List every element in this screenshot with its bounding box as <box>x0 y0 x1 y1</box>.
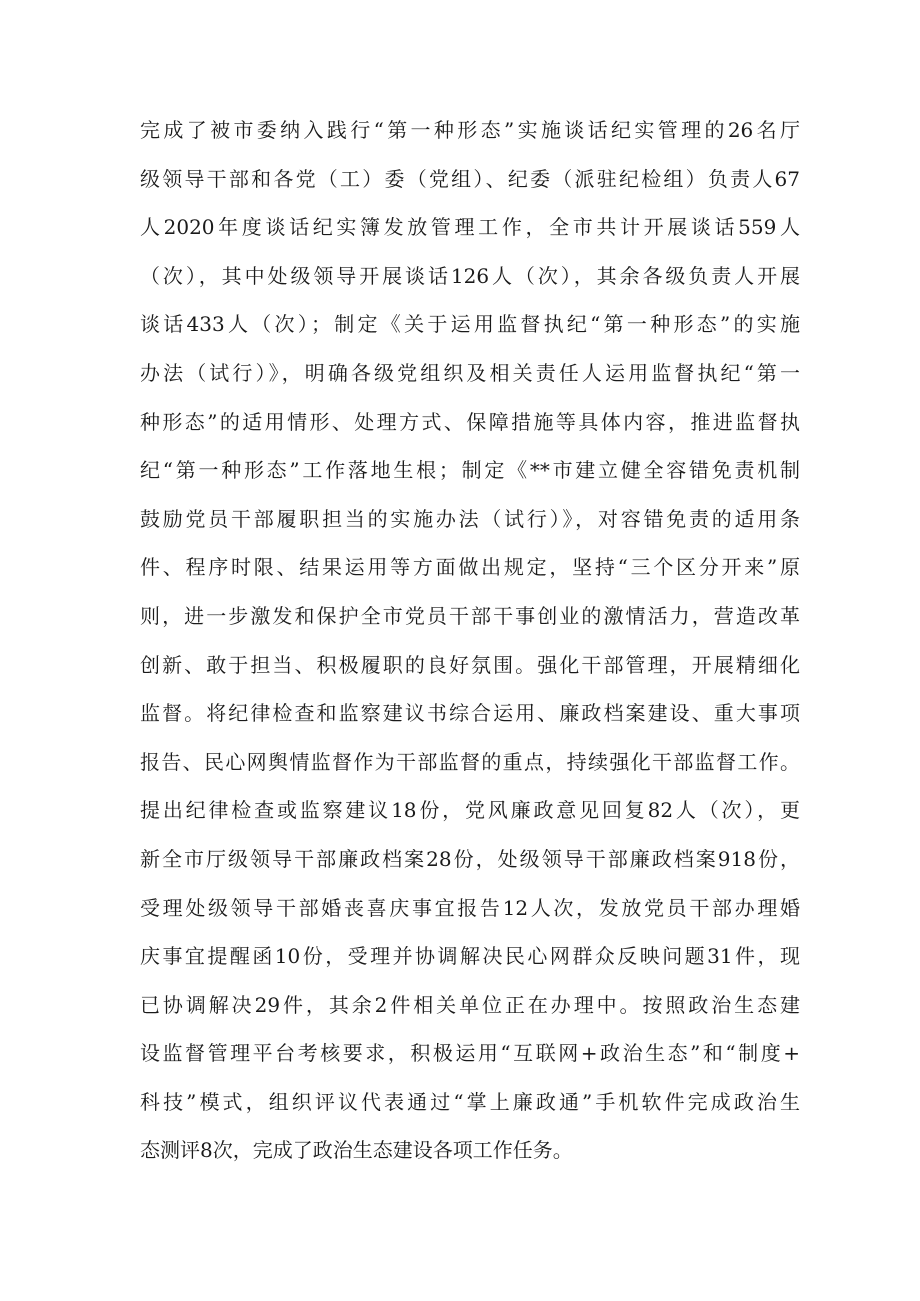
text-line: 态测评8次，完成了政治生态建设各项工作任务。 <box>140 1138 573 1163</box>
text-line: 设监督管理平台考核要求，积极运用“互联网+政治生态”和“制度+ <box>140 1041 800 1066</box>
text-line: 新全市厅级领导干部廉政档案28份，处级领导干部廉政档案918份， <box>140 846 800 871</box>
text-line: 纪“第一种形态”工作落地生根；制定《**市建立健全容错免责机制 <box>140 458 800 483</box>
text-line: 监督。将纪律检查和监察建议书综合运用、廉政档案建设、重大事项 <box>140 701 800 726</box>
text-line: 已协调解决29件，其余2件相关单位正在办理中。按照政治生态建 <box>140 992 800 1017</box>
text-line: 完成了被市委纳入践行“第一种形态”实施谈话纪实管理的26名厅 <box>140 118 800 142</box>
text-line: 则，进一步激发和保护全市党员干部干事创业的激情活力，营造改革 <box>140 603 800 628</box>
text-line: 件、程序时限、结果运用等方面做出规定，坚持“三个区分开来”原 <box>140 555 800 580</box>
text-line: 人2020年度谈话纪实簿发放管理工作，全市共计开展谈话559人 <box>140 215 800 240</box>
body-paragraph <box>140 106 800 1175</box>
text-line: （次），其中处级领导开展谈话126人（次），其余各级负责人开展 <box>140 263 800 288</box>
text-line: 谈话433人（次）；制定《关于运用监督执纪“第一种形态”的实施 <box>140 312 800 337</box>
text-line: 创新、敢于担当、积极履职的良好氛围。强化干部管理，开展精细化 <box>140 652 800 677</box>
text-line: 级领导干部和各党（工）委（党组）、纪委（派驻纪检组）负责人67 <box>140 166 800 191</box>
text-line: 种形态”的适用情形、处理方式、保障措施等具体内容，推进监督执 <box>140 409 800 434</box>
text-line: 庆事宜提醒函10份，受理并协调解决民心网群众反映问题31件，现 <box>140 944 800 969</box>
text-line: 办法（试行）》，明确各级党组织及相关责任人运用监督执纪“第一 <box>140 360 800 385</box>
text-line: 报告、民心网舆情监督作为干部监督的重点，持续强化干部监督工作。 <box>140 749 800 774</box>
text-line: 鼓励党员干部履职担当的实施办法（试行）》，对容错免责的适用条 <box>140 506 800 531</box>
text-line: 提出纪律检查或监察建议18份，党风廉政意见回复82人（次），更 <box>140 798 800 823</box>
text-line: 受理处级领导干部婚丧喜庆事宜报告12人次，发放党员干部办理婚 <box>140 895 800 920</box>
text-line: 科技”模式，组织评议代表通过“掌上廉政通”手机软件完成政治生 <box>140 1089 800 1114</box>
